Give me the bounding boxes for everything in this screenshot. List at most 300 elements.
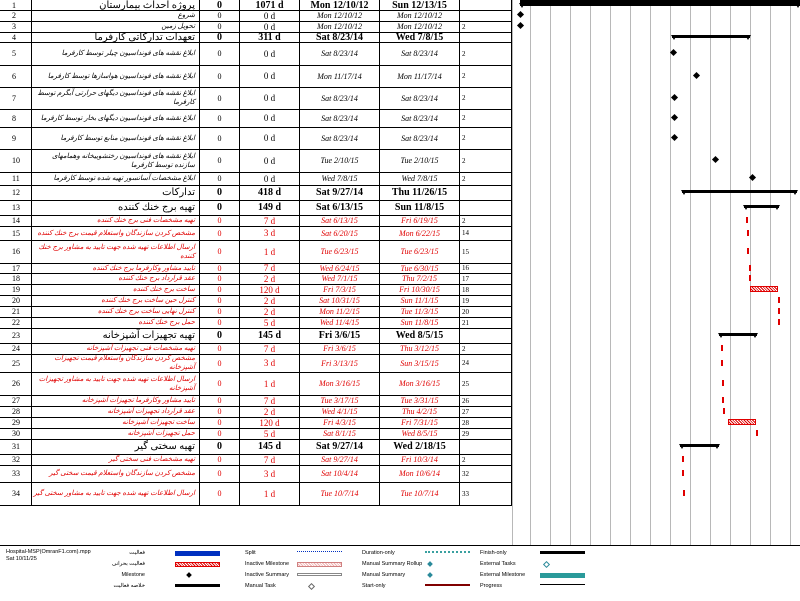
task-name[interactable]: ابلاغ نقشه های فونداسیون هواسازها توسط كارفرما — [32, 65, 200, 87]
duration: 7 d — [240, 343, 300, 354]
percent-complete: 0 — [200, 465, 240, 482]
table-row[interactable] — [0, 226, 512, 241]
critical-task-bar[interactable] — [721, 360, 723, 366]
red-hatch-bar-icon — [175, 562, 220, 567]
start-date: Tue 2/10/15 — [300, 149, 380, 172]
table-row[interactable] — [0, 65, 512, 88]
predecessors: 2 — [460, 454, 512, 465]
task-name[interactable]: حمل برج خنك كننده — [32, 317, 200, 328]
start-date: Wed 7/8/15 — [300, 172, 380, 185]
dotted-teal-icon — [425, 551, 470, 553]
task-name[interactable]: تهیه برج خنك كننده — [32, 200, 200, 215]
duration: 120 d — [240, 417, 300, 428]
task-name[interactable]: ابلاغ نقشه های فونداسیون دیگهای بخار توسط كارفرما — [32, 109, 200, 127]
task-name[interactable]: تهیه مشخصات فنی سختی گیر — [32, 454, 200, 465]
milestone-diamond[interactable] — [517, 11, 524, 18]
task-name[interactable]: عقد قرارداد برج خنك كننده — [32, 273, 200, 284]
table-row[interactable] — [0, 482, 512, 506]
critical-task-bar[interactable] — [728, 419, 756, 425]
percent-complete: 0 — [200, 306, 240, 317]
milestone-diamond[interactable] — [671, 114, 678, 121]
finish-date: Wed 8/5/15 — [380, 328, 460, 343]
finish-date: Sat 8/23/14 — [380, 42, 460, 65]
milestone-diamond[interactable] — [671, 134, 678, 141]
predecessors — [460, 0, 512, 10]
critical-task-bar[interactable] — [778, 297, 780, 303]
critical-task-bar[interactable] — [747, 248, 749, 254]
project-info — [6, 549, 116, 563]
task-id: 24 — [0, 343, 32, 354]
table-row[interactable] — [0, 109, 512, 128]
start-date: Sat 6/13/15 — [300, 215, 380, 226]
finish-date: Tue 6/30/15 — [380, 263, 460, 273]
duration: 0 d — [240, 21, 300, 32]
milestone-diamond[interactable] — [671, 94, 678, 101]
legend-label: Manual Task — [245, 583, 276, 589]
milestone-diamond[interactable] — [517, 22, 524, 29]
table-row[interactable] — [0, 172, 512, 186]
start-date: Fri 7/3/15 — [300, 284, 380, 295]
finish-date: Sat 8/23/14 — [380, 87, 460, 109]
task-id: 11 — [0, 172, 32, 185]
start-date: Sat 8/23/14 — [300, 127, 380, 149]
finish-date: Mon 10/6/14 — [380, 465, 460, 482]
predecessors: 19 — [460, 295, 512, 306]
task-id: 31 — [0, 439, 32, 454]
gantt-chart — [512, 0, 800, 545]
percent-complete: 0 — [200, 417, 240, 428]
task-name[interactable]: مشخص كردن سازندگان واستعلام قیمت برج خنك كننده — [32, 226, 200, 240]
predecessors: 16 — [460, 263, 512, 273]
timeline-gridline — [530, 0, 531, 545]
task-name[interactable]: عقد قرارداد تجهیزات آشپزخانه — [32, 406, 200, 417]
percent-complete: 0 — [200, 482, 240, 505]
critical-task-bar[interactable] — [778, 319, 780, 325]
percent-complete: 0 — [200, 295, 240, 306]
predecessors — [460, 328, 512, 343]
duration: 1 d — [240, 372, 300, 395]
predecessors: 14 — [460, 226, 512, 240]
finish-date: Sat 8/23/14 — [380, 127, 460, 149]
task-name[interactable]: ابلاغ نقشه های فونداسیون چیلر توسط كارفرما — [32, 42, 200, 65]
task-name[interactable]: كنترل نهایی ساخت برج خنك كننده — [32, 306, 200, 317]
duration: 2 d — [240, 295, 300, 306]
manual-diamond-outline-icon — [308, 583, 315, 590]
percent-complete: 0 — [200, 109, 240, 127]
red-bracket-icon — [425, 584, 470, 586]
finish-date: Fri 10/30/15 — [380, 284, 460, 295]
legend-label: Split — [245, 550, 256, 556]
predecessors: 26 — [460, 395, 512, 406]
percent-complete: 0 — [200, 87, 240, 109]
timeline-gridline — [570, 0, 571, 545]
predecessors: 2 — [460, 172, 512, 185]
predecessors: 32 — [460, 465, 512, 482]
table-row[interactable] — [0, 127, 512, 150]
start-date: Tue 10/7/14 — [300, 482, 380, 505]
timeline-gridline — [710, 0, 711, 545]
task-id: 34 — [0, 482, 32, 505]
start-date: Mon 12/10/12 — [300, 21, 380, 32]
task-id: 5 — [0, 42, 32, 65]
summary-bar[interactable] — [672, 35, 750, 38]
predecessors — [460, 439, 512, 454]
task-name[interactable]: مشخص كردن سازندگان واستعلام قیمت سختی گیر — [32, 465, 200, 482]
table-row[interactable] — [0, 354, 512, 373]
task-name[interactable]: مشخص كردن سازندگان واستعلام قیمت تجهیزات آشپزخانه — [32, 354, 200, 372]
start-date: Fri 3/13/15 — [300, 354, 380, 372]
duration: 311 d — [240, 32, 300, 42]
finish-date: Tue 6/23/15 — [380, 240, 460, 263]
duration: 0 d — [240, 87, 300, 109]
critical-task-bar[interactable] — [756, 430, 758, 436]
start-date: Sat 6/20/15 — [300, 226, 380, 240]
teal-diamond-icon — [427, 561, 433, 567]
ext-diamond-icon — [543, 561, 550, 568]
finish-date: Wed 8/5/15 — [380, 428, 460, 439]
legend-label: خلاصه فعالیت — [113, 583, 145, 589]
finish-date: Sun 11/8/15 — [380, 200, 460, 215]
critical-task-bar[interactable] — [750, 286, 778, 292]
table-row[interactable] — [0, 439, 512, 455]
duration: 145 d — [240, 439, 300, 454]
task-id: 22 — [0, 317, 32, 328]
duration: 5 d — [240, 428, 300, 439]
finish-date: Sat 8/23/14 — [380, 109, 460, 127]
task-name[interactable]: كنترل حین ساخت برج خنك كننده — [32, 295, 200, 306]
predecessors: 2 — [460, 65, 512, 87]
summary-bar[interactable] — [680, 444, 719, 447]
percent-complete: 0 — [200, 0, 240, 10]
timeline-gridline — [630, 0, 631, 545]
summary-bar[interactable] — [520, 3, 800, 6]
timeline-gridline — [650, 0, 651, 545]
task-id: 27 — [0, 395, 32, 406]
duration: 149 d — [240, 200, 300, 215]
predecessors — [460, 10, 512, 21]
predecessors: 2 — [460, 127, 512, 149]
table-row[interactable] — [0, 240, 512, 264]
predecessors: 2 — [460, 343, 512, 354]
task-id: 7 — [0, 87, 32, 109]
task-name[interactable]: ابلاغ نقشه های فونداسیون رختشوییخانه وهمامهای سازنده توسط كارفرما — [32, 149, 200, 172]
blue-bar-icon — [175, 551, 220, 556]
percent-complete: 0 — [200, 42, 240, 65]
task-name[interactable]: ارسال اطلاعات تهیه شده جهت تایید به مشاور سختی گیر — [32, 482, 200, 505]
timeline-gridline — [670, 0, 671, 545]
percent-complete: 0 — [200, 240, 240, 263]
task-id: 2 — [0, 10, 32, 21]
start-date: Mon 3/16/15 — [300, 372, 380, 395]
predecessors: 33 — [460, 482, 512, 505]
task-name[interactable]: تداركات — [32, 185, 200, 200]
start-date: Mon 12/10/12 — [300, 0, 380, 10]
finish-date: Tue 3/31/15 — [380, 395, 460, 406]
duration: 1071 d — [240, 0, 300, 10]
timeline-gridline — [550, 0, 551, 545]
finish-date: Sun 11/8/15 — [380, 317, 460, 328]
table-row[interactable] — [0, 200, 512, 216]
task-name[interactable]: ابلاغ مشخصات آسانسور تهیه شده توسط كارفرما — [32, 172, 200, 185]
percent-complete: 0 — [200, 439, 240, 454]
start-date: Mon 11/2/15 — [300, 306, 380, 317]
critical-task-bar[interactable] — [746, 217, 748, 223]
task-id: 13 — [0, 200, 32, 215]
task-name[interactable]: شروع — [32, 10, 200, 21]
duration: 7 d — [240, 215, 300, 226]
task-id: 26 — [0, 372, 32, 395]
predecessors: 2 — [460, 87, 512, 109]
legend-label: External Milestone — [480, 572, 526, 578]
legend-label: Start-only — [362, 583, 386, 589]
start-date: Sat 8/23/14 — [300, 87, 380, 109]
percent-complete: 0 — [200, 200, 240, 215]
duration: 3 d — [240, 354, 300, 372]
percent-complete: 0 — [200, 263, 240, 273]
percent-complete: 0 — [200, 10, 240, 21]
start-date: Fri 3/6/15 — [300, 328, 380, 343]
task-name[interactable]: تهیه مشخصات فنی تجهیزات آشپزخانه — [32, 343, 200, 354]
table-row[interactable] — [0, 87, 512, 110]
milestone-diamond[interactable] — [693, 72, 700, 79]
task-id: 12 — [0, 185, 32, 200]
predecessors: 28 — [460, 417, 512, 428]
start-date: Sat 9/27/14 — [300, 439, 380, 454]
timeline-gridline — [730, 0, 731, 545]
finish-date: Wed 7/8/15 — [380, 32, 460, 42]
timeline-gridline — [690, 0, 691, 545]
duration: 3 d — [240, 226, 300, 240]
predecessors: 25 — [460, 372, 512, 395]
task-name[interactable]: تایید مشاور وكارفرما برج خنك كننده — [32, 263, 200, 273]
percent-complete: 0 — [200, 172, 240, 185]
percent-complete: 0 — [200, 226, 240, 240]
percent-complete: 0 — [200, 65, 240, 87]
table-row[interactable] — [0, 372, 512, 396]
task-name[interactable]: ابلاغ نقشه های فونداسیون منابع توسط كارفرما — [32, 127, 200, 149]
predecessors: 2 — [460, 21, 512, 32]
duration: 1 d — [240, 240, 300, 263]
task-name[interactable]: تهیه مشخصات فنی برج خنك كننده — [32, 215, 200, 226]
percent-complete: 0 — [200, 215, 240, 226]
critical-task-bar[interactable] — [682, 456, 684, 462]
task-id: 10 — [0, 149, 32, 172]
finish-date: Fri 6/19/15 — [380, 215, 460, 226]
critical-task-bar[interactable] — [723, 408, 725, 414]
task-id: 8 — [0, 109, 32, 127]
timeline-gridline — [610, 0, 611, 545]
task-id: 15 — [0, 226, 32, 240]
finish-date: Sun 3/15/15 — [380, 354, 460, 372]
duration: 0 d — [240, 127, 300, 149]
predecessors — [460, 32, 512, 42]
finish-date: Mon 11/17/14 — [380, 65, 460, 87]
task-name[interactable]: پروژه احداث بیمارستان — [32, 0, 200, 10]
start-date: Mon 11/17/14 — [300, 65, 380, 87]
duration: 145 d — [240, 328, 300, 343]
task-name[interactable]: ساخت تجهیزات آشپزخانه — [32, 417, 200, 428]
start-date: Sat 8/23/14 — [300, 32, 380, 42]
finish-date: Thu 3/12/15 — [380, 343, 460, 354]
critical-task-bar[interactable] — [749, 265, 751, 271]
legend-label: فعالیت — [129, 550, 145, 556]
legend-label: Inactive Summary — [245, 572, 290, 578]
project-file-name: Hospital-MSP(OmranF1.com).mpp — [6, 549, 91, 555]
task-id: 6 — [0, 65, 32, 87]
start-date: Wed 6/24/15 — [300, 263, 380, 273]
percent-complete: 0 — [200, 284, 240, 295]
summary-line-icon — [175, 584, 220, 587]
duration: 7 d — [240, 395, 300, 406]
start-date: Fri 4/3/15 — [300, 417, 380, 428]
split-dots-icon — [297, 551, 342, 552]
task-name[interactable]: تعهدات تداركاتی كارفرما — [32, 32, 200, 42]
predecessors: 2 — [460, 42, 512, 65]
finish-date: Thu 11/26/15 — [380, 185, 460, 200]
critical-task-bar[interactable] — [722, 397, 724, 403]
table-row[interactable] — [0, 328, 512, 344]
finish-date: Mon 12/10/12 — [380, 21, 460, 32]
critical-task-bar[interactable] — [749, 275, 751, 281]
predecessors: 29 — [460, 428, 512, 439]
task-name[interactable]: ارسال اطلاعات تهیه شده جهت تایید به مشاور برج خنك كننده — [32, 240, 200, 263]
table-row[interactable] — [0, 465, 512, 483]
task-name[interactable]: تهیه سختی گیر — [32, 439, 200, 454]
legend — [0, 545, 800, 601]
critical-task-bar[interactable] — [683, 490, 685, 496]
timeline-gridline — [770, 0, 771, 545]
table-row[interactable] — [0, 185, 512, 201]
task-id: 1 — [0, 0, 32, 10]
finish-date: Wed 2/18/15 — [380, 439, 460, 454]
legend-label: فعالیت بحرانی — [112, 561, 145, 567]
start-date: Tue 6/23/15 — [300, 240, 380, 263]
duration: 2 d — [240, 273, 300, 284]
timeline-gridline — [790, 0, 791, 545]
percent-complete: 0 — [200, 454, 240, 465]
task-name[interactable]: ابلاغ نقشه های فونداسیون دیگهای حرارتی آبگرم توسط كارفرما — [32, 87, 200, 109]
task-name[interactable]: ارسال اطلاعات تهیه شده جهت تایید به مشاور تجهیزات آشپزخانه — [32, 372, 200, 395]
finish-date: Tue 11/3/15 — [380, 306, 460, 317]
duration: 2 d — [240, 406, 300, 417]
task-id: 20 — [0, 295, 32, 306]
critical-task-bar[interactable] — [747, 230, 749, 236]
percent-complete: 0 — [200, 185, 240, 200]
duration: 120 d — [240, 284, 300, 295]
start-date: Mon 12/10/12 — [300, 10, 380, 21]
finish-date: Thu 4/2/15 — [380, 406, 460, 417]
percent-complete: 0 — [200, 372, 240, 395]
start-date: Sat 10/4/14 — [300, 465, 380, 482]
predecessors: 15 — [460, 240, 512, 263]
task-name[interactable]: تایید مشاور وكارفرما تجهیزات آشپزخانه — [32, 395, 200, 406]
start-date: Sat 9/27/14 — [300, 454, 380, 465]
task-id: 14 — [0, 215, 32, 226]
legend-label: External Tasks — [480, 561, 516, 567]
finish-date: Mon 6/22/15 — [380, 226, 460, 240]
predecessors: 2 — [460, 109, 512, 127]
percent-complete: 0 — [200, 406, 240, 417]
duration: 418 d — [240, 185, 300, 200]
project-date: Sat 10/11/25 — [6, 556, 37, 562]
task-id: 30 — [0, 428, 32, 439]
table-row[interactable] — [0, 149, 512, 173]
critical-task-bar[interactable] — [722, 380, 724, 386]
task-id: 29 — [0, 417, 32, 428]
milestone-diamond[interactable] — [712, 156, 719, 163]
legend-label: Manual Summary Rollup — [362, 561, 423, 567]
task-id: 3 — [0, 21, 32, 32]
timeline-gridline — [590, 0, 591, 545]
predecessors: 20 — [460, 306, 512, 317]
critical-task-bar[interactable] — [682, 470, 684, 476]
finish-date: Fri 10/3/14 — [380, 454, 460, 465]
task-name[interactable]: تحویل زمین — [32, 21, 200, 32]
predecessors — [460, 200, 512, 215]
predecessors: 18 — [460, 284, 512, 295]
legend-label: Duration-only — [362, 550, 395, 556]
task-id: 32 — [0, 454, 32, 465]
summary-bar[interactable] — [744, 205, 779, 208]
start-date: Sat 8/1/15 — [300, 428, 380, 439]
task-id: 33 — [0, 465, 32, 482]
start-date: Wed 7/1/15 — [300, 273, 380, 284]
teal-diamond-small-icon — [427, 572, 433, 578]
task-id: 21 — [0, 306, 32, 317]
finish-date: Sun 12/13/15 — [380, 0, 460, 10]
table-row[interactable] — [0, 42, 512, 66]
percent-complete: 0 — [200, 32, 240, 42]
start-date: Sat 9/27/14 — [300, 185, 380, 200]
percent-complete: 0 — [200, 273, 240, 284]
milestone-diamond[interactable] — [670, 49, 677, 56]
percent-complete: 0 — [200, 343, 240, 354]
critical-task-bar[interactable] — [778, 308, 780, 314]
task-id: 4 — [0, 32, 32, 42]
task-name[interactable]: تهیه تجهیزات آشپزخانه — [32, 328, 200, 343]
finish-date: Wed 7/8/15 — [380, 172, 460, 185]
percent-complete: 0 — [200, 428, 240, 439]
critical-task-bar[interactable] — [721, 345, 723, 351]
task-name[interactable]: ساخت برج خنك كننده — [32, 284, 200, 295]
finish-date: Tue 2/10/15 — [380, 149, 460, 172]
task-name[interactable]: حمل تجهیزات آشپزخانه — [32, 428, 200, 439]
predecessors: 2 — [460, 215, 512, 226]
summary-bar[interactable] — [682, 190, 797, 193]
task-id: 28 — [0, 406, 32, 417]
finish-date: Sun 11/1/15 — [380, 295, 460, 306]
duration: 0 d — [240, 42, 300, 65]
task-id: 25 — [0, 354, 32, 372]
predecessors: 21 — [460, 317, 512, 328]
duration: 2 d — [240, 306, 300, 317]
finish-date: Tue 10/7/14 — [380, 482, 460, 505]
summary-outline-icon — [297, 573, 342, 576]
duration: 7 d — [240, 454, 300, 465]
teal-bar-icon — [540, 573, 585, 578]
predecessors: 17 — [460, 273, 512, 284]
finish-date: Mon 12/10/12 — [380, 10, 460, 21]
task-id: 23 — [0, 328, 32, 343]
task-id: 9 — [0, 127, 32, 149]
task-id: 18 — [0, 273, 32, 284]
finish-date: Fri 7/31/15 — [380, 417, 460, 428]
summary-bar[interactable] — [719, 333, 757, 336]
task-id: 16 — [0, 240, 32, 263]
duration: 0 d — [240, 149, 300, 172]
start-date: Sat 6/13/15 — [300, 200, 380, 215]
diamond-icon — [186, 572, 192, 578]
